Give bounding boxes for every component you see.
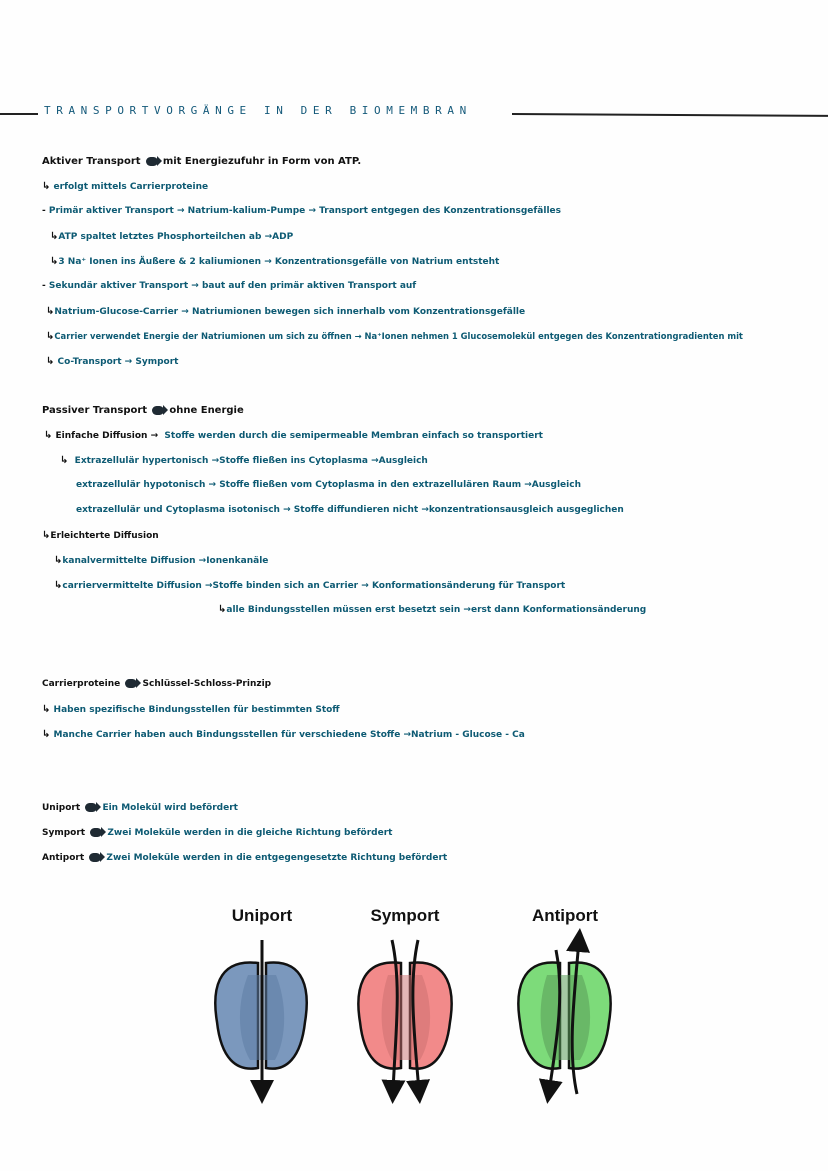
hook-arrow-icon: ↳ bbox=[42, 704, 51, 715]
aktiv-line-8-a: Co-Transport bbox=[57, 357, 122, 367]
passiv-line-8-a: alle Bindungsstellen müssen erst besetzt sein bbox=[226, 605, 461, 615]
antiport-term: Antiport bbox=[42, 853, 85, 863]
passiv-line-5-text: Erleichterte Diffusion bbox=[50, 531, 159, 541]
hook-arrow-icon: ↳ bbox=[46, 331, 55, 342]
uniport-diagram-label: Uniport bbox=[231, 906, 293, 925]
passiv-line-4-a: extrazellulär und Cytoplasma isotonisch bbox=[76, 505, 280, 515]
aktiv-heading-label: Aktiver Transport bbox=[42, 156, 141, 167]
aktiv-line-7-b: Na⁺Ionen nehmen 1 Glucosemolekül entgegen des Konzentrationgradienten mit bbox=[364, 331, 743, 341]
passiv-line-8-b: erst dann Konformationsänderung bbox=[470, 605, 647, 615]
passiv-line-3-b: Stoffe fließen vom Cytoplasma in den extrazellulären Raum bbox=[219, 480, 522, 490]
passiv-line-2-a: Extrazellulär hypertonisch bbox=[74, 456, 209, 466]
hook-arrow-icon: ↳ bbox=[60, 455, 69, 466]
aktiv-line-5-a: Sekundär aktiver Transport bbox=[48, 281, 189, 291]
arrow-icon: → bbox=[308, 206, 316, 216]
hook-arrow-icon: ↳ bbox=[50, 256, 59, 267]
passiv-heading-label: Passiver Transport bbox=[42, 405, 148, 416]
aktiv-line-3-b: ADP bbox=[272, 232, 294, 242]
aktiv-line-2-b: Natrium-kalium-Pumpe bbox=[187, 206, 306, 216]
arrow-icon: → bbox=[198, 556, 207, 566]
arrow-icon: → bbox=[191, 281, 199, 291]
aktiv-line-8-b: Symport bbox=[135, 357, 179, 367]
carrier-heading-tail: Schlüssel-Schloss-Prinzip bbox=[142, 679, 272, 689]
passiv-line-4-b: Stoffe diffundieren nicht bbox=[293, 505, 419, 515]
passiv-line-3-a: extrazellulär hypotonisch bbox=[76, 480, 206, 490]
arrow-icon: → bbox=[354, 331, 362, 341]
arrow-icon: → bbox=[176, 206, 185, 216]
antiport-protein bbox=[518, 940, 610, 1094]
symport-diagram-label: Symport bbox=[370, 906, 440, 925]
hook-arrow-icon: ↳ bbox=[42, 181, 51, 192]
aktiv-line-5-b: baut auf den primär aktiven Transport auf bbox=[201, 281, 417, 291]
aktiv-line-6-a: Natrium-Glucose-Carrier bbox=[54, 307, 179, 317]
passiv-line-3-c: Ausgleich bbox=[531, 480, 581, 490]
uniport-definition: Ein Molekül wird befördert bbox=[102, 803, 238, 813]
hook-arrow-icon: ↳ bbox=[42, 530, 51, 541]
carrier-line-2-a: Manche Carrier haben auch Bindungsstellen für verschiedene Stoffe bbox=[53, 730, 401, 740]
passiv-line-7-a: carriervermittelte Diffusion bbox=[62, 581, 202, 591]
uniport-protein bbox=[215, 940, 306, 1092]
passiv-line-7-c: Konformationsänderung für Transport bbox=[371, 581, 566, 591]
aktiv-line-6-b: Natriumionen bewegen sich innerhalb vom Konzentrationsgefälle bbox=[191, 307, 526, 317]
carrier-line-1-text: Haben spezifische Bindungsstellen für bestimmten Stoff bbox=[53, 705, 340, 715]
aktiv-line-1-text: erfolgt mittels Carrierproteine bbox=[53, 182, 209, 192]
carrier-heading-label: Carrierproteine bbox=[42, 679, 121, 689]
hook-arrow-icon: ↳ bbox=[50, 231, 59, 242]
aktiv-line-5: - Sekundär aktiver Transport → baut auf den primär aktiven Transport auf bbox=[42, 281, 417, 291]
hook-arrow-icon: ↳ bbox=[46, 356, 55, 367]
aktiv-line-2-a: Primär aktiver Transport bbox=[48, 206, 174, 216]
arrow-icon: → bbox=[463, 605, 471, 615]
passiv-line-1-b: Stoffe werden durch die semipermeable Membran einfach so transportiert bbox=[164, 431, 543, 441]
aktiv-line-2-c: Transport entgegen des Konzentrationsgefälles bbox=[319, 206, 562, 216]
hook-arrow-icon: ↳ bbox=[46, 306, 55, 317]
antiport-definition: Zwei Moleküle werden in die entgegengesetzte Richtung befördert bbox=[106, 853, 448, 863]
passiv-line-4-c: konzentrationsausgleich ausgeglichen bbox=[428, 505, 624, 515]
symport-protein bbox=[358, 940, 451, 1092]
antiport-diagram-label: Antiport bbox=[531, 906, 599, 925]
arrow-icon: → bbox=[421, 505, 429, 515]
symport-definition: Zwei Moleküle werden in die gleiche Richtung befördert bbox=[107, 828, 393, 838]
aktiv-line-4-a: 3 Na⁺ Ionen ins Äußere & 2 kaliumionen bbox=[58, 257, 262, 267]
arrow-icon: → bbox=[181, 307, 189, 317]
passiv-line-1-a: Einfache Diffusion bbox=[55, 431, 148, 441]
hook-arrow-icon: ↳ bbox=[218, 604, 227, 615]
arrow-icon: → bbox=[208, 480, 217, 490]
passiv-line-2-c: Ausgleich bbox=[378, 456, 428, 466]
arrow-icon: → bbox=[204, 581, 213, 591]
arrow-icon: → bbox=[371, 456, 379, 466]
arrow-icon: → bbox=[211, 456, 220, 466]
arrow-icon: → bbox=[361, 581, 369, 591]
passiv-line-6-a: kanalvermittelte Diffusion bbox=[62, 556, 196, 566]
aktiv-heading-tail: mit Energiezufuhr in Form von ATP. bbox=[162, 156, 362, 167]
aktiv-line-3-a: ATP spaltet letztes Phosphorteilchen ab bbox=[58, 232, 262, 242]
arrow-icon: → bbox=[403, 730, 412, 740]
hook-arrow-icon: ↳ bbox=[54, 555, 63, 566]
arrow-icon: → bbox=[264, 257, 272, 267]
passiv-heading-tail: ohne Energie bbox=[169, 405, 244, 416]
passiv-line-6-b: Ionenkanäle bbox=[206, 556, 269, 566]
aktiv-line-2: - Primär aktiver Transport → Natrium-kalium-Pumpe → Transport entgegen des Konzentrationsgefälles bbox=[42, 206, 562, 216]
passiv-line-7-b: Stoffe binden sich an Carrier bbox=[212, 581, 359, 591]
carrier-line-2-b: Natrium - Glucose - Ca bbox=[411, 730, 525, 740]
passiv-line-2-b: Stoffe fließen ins Cytoplasma bbox=[219, 456, 368, 466]
arrow-icon: → bbox=[283, 505, 291, 515]
hook-arrow-icon: ↳ bbox=[42, 729, 51, 740]
hook-arrow-icon: ↳ bbox=[44, 430, 53, 441]
uniport-term: Uniport bbox=[42, 803, 81, 813]
arrow-icon: → bbox=[264, 232, 273, 242]
aktiv-line-7-a: Carrier verwendet Energie der Natriumionen um sich zu öffnen bbox=[54, 331, 352, 341]
aktiv-line-4-b: Konzentrationsgefälle von Natrium entsteht bbox=[274, 257, 500, 267]
arrow-icon: → bbox=[124, 357, 133, 367]
page-title: TRANSPORTVORGÄNGE IN DER BIOMEMBRAN bbox=[44, 104, 472, 117]
arrow-icon: → bbox=[524, 480, 532, 490]
symport-term: Symport bbox=[42, 828, 86, 838]
hook-arrow-icon: ↳ bbox=[54, 580, 63, 591]
arrow-icon: → bbox=[150, 431, 159, 441]
